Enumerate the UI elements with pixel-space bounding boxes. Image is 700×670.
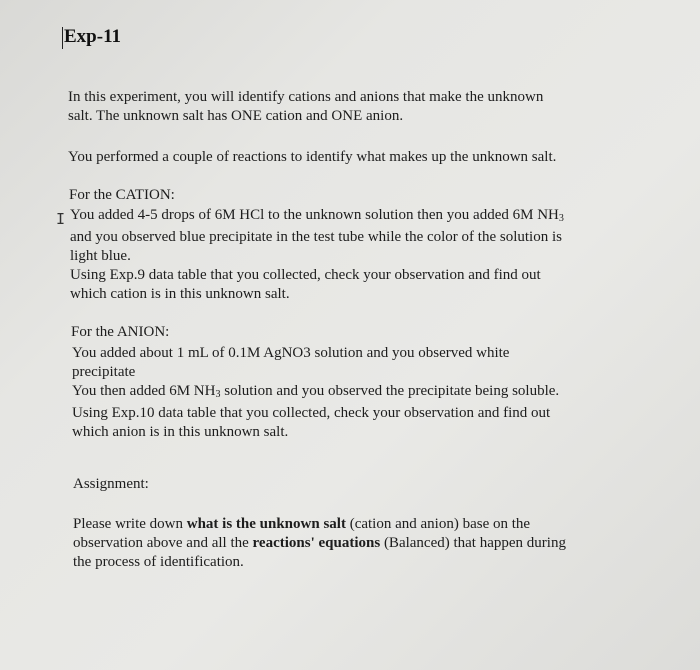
cation-line-2: and you observed blue precipitate in the test tube while the color of the solution is bbox=[70, 229, 562, 245]
anion-line-2: precipitate bbox=[72, 364, 136, 380]
intro-line-2: salt. The unknown salt has ONE cation and ONE anion. bbox=[68, 108, 404, 124]
intro-paragraph bbox=[68, 88, 648, 126]
assignment-line-1-end: (cation and anion) base on the bbox=[345, 516, 531, 532]
document-title: Exp-11 bbox=[64, 26, 122, 47]
assignment-line-1-start: Please write down bbox=[73, 516, 187, 532]
anion-line-3-start: You then added 6M NH bbox=[72, 383, 216, 399]
nh3-subscript: 3 bbox=[558, 213, 564, 224]
intro-line-1: In this experiment, you will identify cations and anions that make the unknown bbox=[68, 89, 544, 105]
cation-heading: For the CATION: bbox=[69, 187, 175, 203]
cation-line-5: which cation is in this unknown salt. bbox=[70, 286, 290, 302]
anion-line-3-end: solution and you observed the precipitate being soluble. bbox=[220, 383, 560, 399]
cation-line-1 bbox=[70, 206, 640, 228]
anion-paragraph bbox=[72, 344, 642, 442]
unknown-salt-emphasis: what is the unknown salt bbox=[186, 516, 346, 532]
cation-line-4: Using Exp.9 data table that you collected, check your observation and find out bbox=[70, 267, 541, 283]
cation-paragraph bbox=[70, 206, 640, 304]
ibeam-cursor-icon: I bbox=[56, 210, 66, 228]
anion-line-1: You added about 1 mL of 0.1M AgNO3 solution and you observed white bbox=[72, 345, 510, 361]
anion-line-3 bbox=[72, 382, 642, 404]
cation-line-3: light blue. bbox=[70, 248, 131, 264]
reactions-emphasis: reactions' equations bbox=[252, 535, 381, 551]
nh3-subscript-anion: 3 bbox=[215, 389, 221, 400]
summary-paragraph: You performed a couple of reactions to identify what makes up the unknown salt. bbox=[68, 149, 557, 165]
assignment-heading: Assignment: bbox=[73, 476, 149, 492]
anion-line-4: Using Exp.10 data table that you collected, check your observation and find out bbox=[72, 405, 551, 421]
anion-line-5: which anion is in this unknown salt. bbox=[72, 424, 289, 440]
cation-line-1-text: You added 4-5 drops of 6M HCl to the unknown solution then you added 6M NH bbox=[70, 207, 559, 223]
assignment-line-1 bbox=[73, 515, 643, 534]
assignment-paragraph bbox=[73, 515, 643, 572]
assignment-line-3: the process of identification. bbox=[73, 554, 244, 570]
assignment-line-2-end: (Balanced) that happen during bbox=[380, 535, 566, 551]
text-cursor bbox=[62, 27, 63, 49]
anion-heading: For the ANION: bbox=[71, 324, 170, 340]
assignment-line-2 bbox=[73, 534, 643, 553]
assignment-line-2-start: observation above and all the bbox=[73, 535, 253, 551]
